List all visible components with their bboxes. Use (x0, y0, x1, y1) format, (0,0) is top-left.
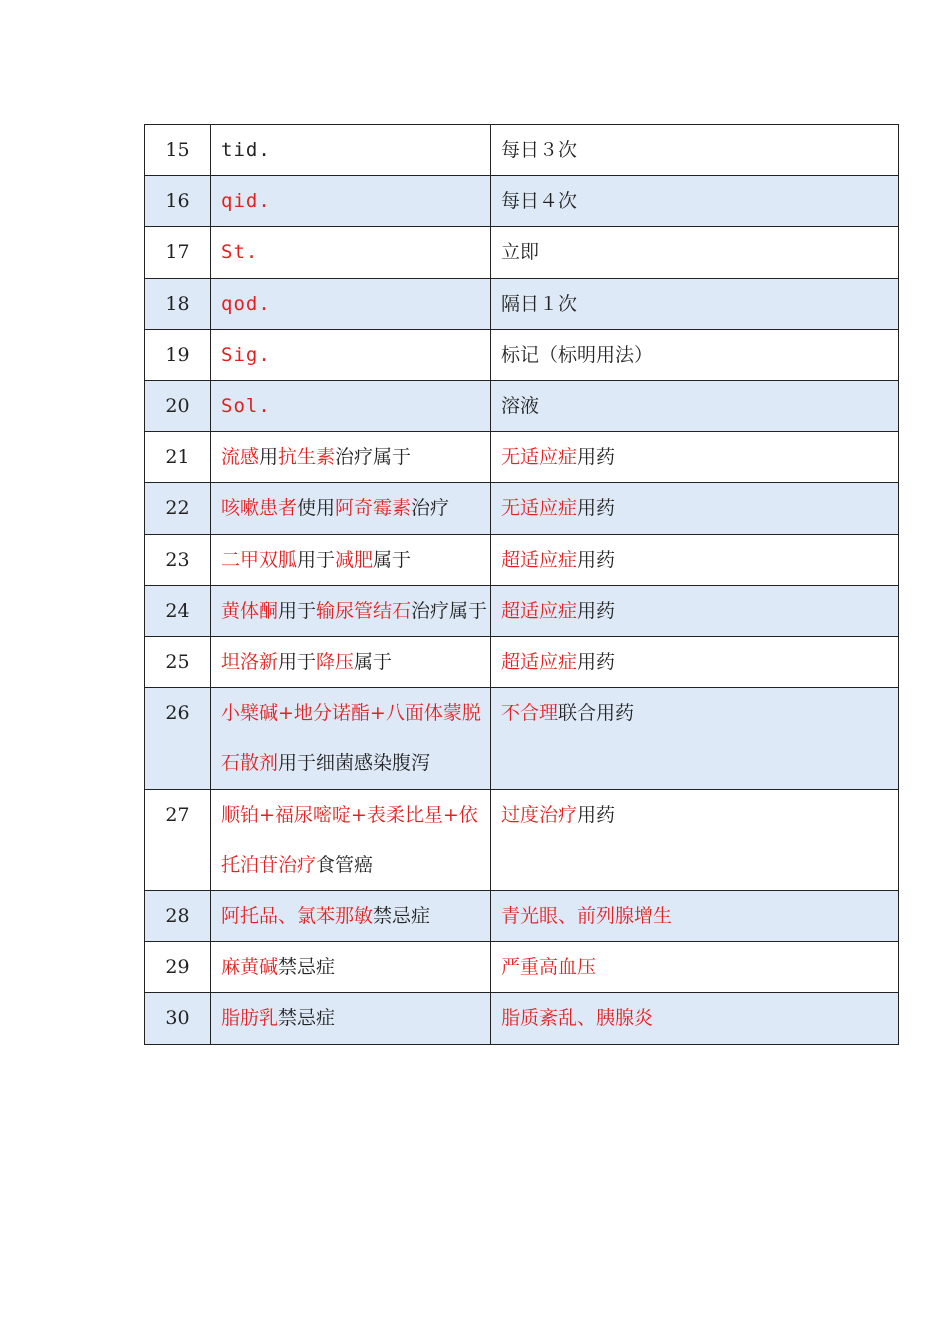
meaning-cell-text: 无适应症 (501, 497, 578, 520)
term-cell (211, 176, 491, 227)
row-number: 15 (145, 125, 211, 176)
term-cell-text: 顺铂+福尿嘧啶+表柔比星+依托泊苷治疗 (221, 803, 478, 876)
table-row (145, 329, 899, 380)
meaning-cell (491, 227, 899, 278)
term-cell-text: 脂肪乳 (221, 1007, 279, 1030)
meaning-cell-text: 隔日１次 (501, 292, 578, 315)
term-cell (211, 329, 491, 380)
term-cell (211, 891, 491, 942)
term-cell-text: 阿托品、氯苯那敏 (221, 905, 374, 928)
meaning-cell (491, 483, 899, 534)
term-cell-text: Sol. (221, 395, 271, 418)
meaning-cell (491, 329, 899, 380)
term-cell (211, 637, 491, 688)
term-cell-text: 使用 (297, 497, 336, 520)
term-cell-text: 食管癌 (316, 853, 374, 876)
meaning-cell (491, 688, 899, 789)
term-cell-text: St. (221, 241, 259, 264)
row-number: 20 (145, 381, 211, 432)
term-cell (211, 942, 491, 993)
table-row (145, 278, 899, 329)
term-cell-text: 属于 (373, 548, 412, 571)
meaning-cell-text: 用药 (577, 651, 616, 674)
meaning-cell-text: 标记（标明用法） (501, 343, 654, 366)
term-cell (211, 483, 491, 534)
meaning-cell-text: 不合理 (501, 702, 559, 725)
term-cell (211, 585, 491, 636)
row-number: 21 (145, 432, 211, 483)
term-cell-text: 输尿管结石 (316, 599, 412, 622)
meaning-cell-text: 用药 (577, 548, 616, 571)
table-row (145, 637, 899, 688)
term-cell-text: qod. (221, 292, 271, 315)
term-cell-text: 黄体酮 (221, 599, 279, 622)
meaning-cell-text: 用药 (577, 803, 616, 826)
row-number: 29 (145, 942, 211, 993)
term-cell-text: 降压 (316, 651, 355, 674)
term-cell-text: 用 (259, 446, 279, 469)
row-number: 22 (145, 483, 211, 534)
meaning-cell (491, 432, 899, 483)
term-cell-text: 用于 (278, 651, 317, 674)
term-cell-text: 阿奇霉素 (335, 497, 412, 520)
term-cell-text: 麻黄碱 (221, 956, 279, 979)
term-cell-text: 坦洛新 (221, 651, 279, 674)
table-row (145, 432, 899, 483)
meaning-cell-text: 每日４次 (501, 190, 578, 213)
meaning-cell (491, 125, 899, 176)
table-row (145, 891, 899, 942)
table-row (145, 176, 899, 227)
abbreviation-table (144, 124, 899, 1045)
term-cell (211, 432, 491, 483)
term-cell-text: Sig. (221, 343, 271, 366)
term-cell-text: 禁忌症 (373, 905, 431, 928)
term-cell-text: qid. (221, 190, 271, 213)
meaning-cell-text: 青光眼、前列腺增生 (501, 905, 673, 928)
term-cell-text: 禁忌症 (278, 956, 336, 979)
meaning-cell (491, 993, 899, 1044)
row-number: 27 (145, 789, 211, 890)
term-cell (211, 993, 491, 1044)
meaning-cell (491, 891, 899, 942)
term-cell (211, 227, 491, 278)
term-cell-text: 二甲双胍 (221, 548, 298, 571)
table-row (145, 942, 899, 993)
table-row (145, 789, 899, 890)
row-number: 24 (145, 585, 211, 636)
meaning-cell-text: 超适应症 (501, 599, 578, 622)
meaning-cell-text: 脂质紊乱、胰腺炎 (501, 1007, 654, 1030)
meaning-cell-text: 用药 (577, 446, 616, 469)
term-cell-text: 用于细菌感染腹泻 (278, 752, 431, 775)
meaning-cell-text: 溶液 (501, 395, 540, 418)
row-number: 18 (145, 278, 211, 329)
term-cell (211, 789, 491, 890)
term-cell-text: 属于 (354, 651, 393, 674)
meaning-cell (491, 637, 899, 688)
term-cell (211, 534, 491, 585)
table-row (145, 688, 899, 789)
meaning-cell-text: 用药 (577, 497, 616, 520)
term-cell-text: 咳嗽患者 (221, 497, 298, 520)
meaning-cell-text: 超适应症 (501, 548, 578, 571)
meaning-cell-text: 立即 (501, 241, 540, 264)
table-row (145, 534, 899, 585)
term-cell-text: 减肥 (335, 548, 374, 571)
term-cell-text: 治疗 (411, 497, 450, 520)
row-number: 16 (145, 176, 211, 227)
meaning-cell-text: 每日３次 (501, 139, 578, 161)
row-number: 23 (145, 534, 211, 585)
term-cell-text: 用于 (278, 599, 317, 622)
table-row (145, 125, 899, 176)
meaning-cell (491, 278, 899, 329)
row-number: 25 (145, 637, 211, 688)
term-cell (211, 125, 491, 176)
meaning-cell (491, 585, 899, 636)
meaning-cell-text: 用药 (577, 599, 616, 622)
term-cell-text: 治疗属于 (335, 446, 412, 469)
term-cell (211, 278, 491, 329)
term-cell-text: 治疗属于 (411, 599, 488, 622)
meaning-cell-text: 联合用药 (558, 702, 635, 725)
term-cell-text: 抗生素 (278, 446, 336, 469)
meaning-cell-text: 过度治疗 (501, 803, 578, 826)
term-cell-text: 小檗碱+地分诺酯+八面体蒙脱石散剂 (221, 702, 481, 775)
term-cell-text: tid. (221, 139, 271, 161)
term-cell-text: 禁忌症 (278, 1007, 336, 1030)
table-body (145, 125, 899, 1045)
meaning-cell (491, 176, 899, 227)
meaning-cell (491, 381, 899, 432)
term-cell (211, 381, 491, 432)
term-cell-text: 用于 (297, 548, 336, 571)
table-row (145, 381, 899, 432)
term-cell (211, 688, 491, 789)
meaning-cell (491, 942, 899, 993)
table-row (145, 227, 899, 278)
row-number: 26 (145, 688, 211, 789)
meaning-cell (491, 789, 899, 890)
meaning-cell-text: 无适应症 (501, 446, 578, 469)
table-row (145, 483, 899, 534)
table-row (145, 993, 899, 1044)
row-number: 19 (145, 329, 211, 380)
meaning-cell (491, 534, 899, 585)
row-number: 17 (145, 227, 211, 278)
row-number: 30 (145, 993, 211, 1044)
meaning-cell-text: 严重高血压 (501, 956, 597, 979)
row-number: 28 (145, 891, 211, 942)
meaning-cell-text: 超适应症 (501, 651, 578, 674)
table-row (145, 585, 899, 636)
term-cell-text: 流感 (221, 446, 260, 469)
